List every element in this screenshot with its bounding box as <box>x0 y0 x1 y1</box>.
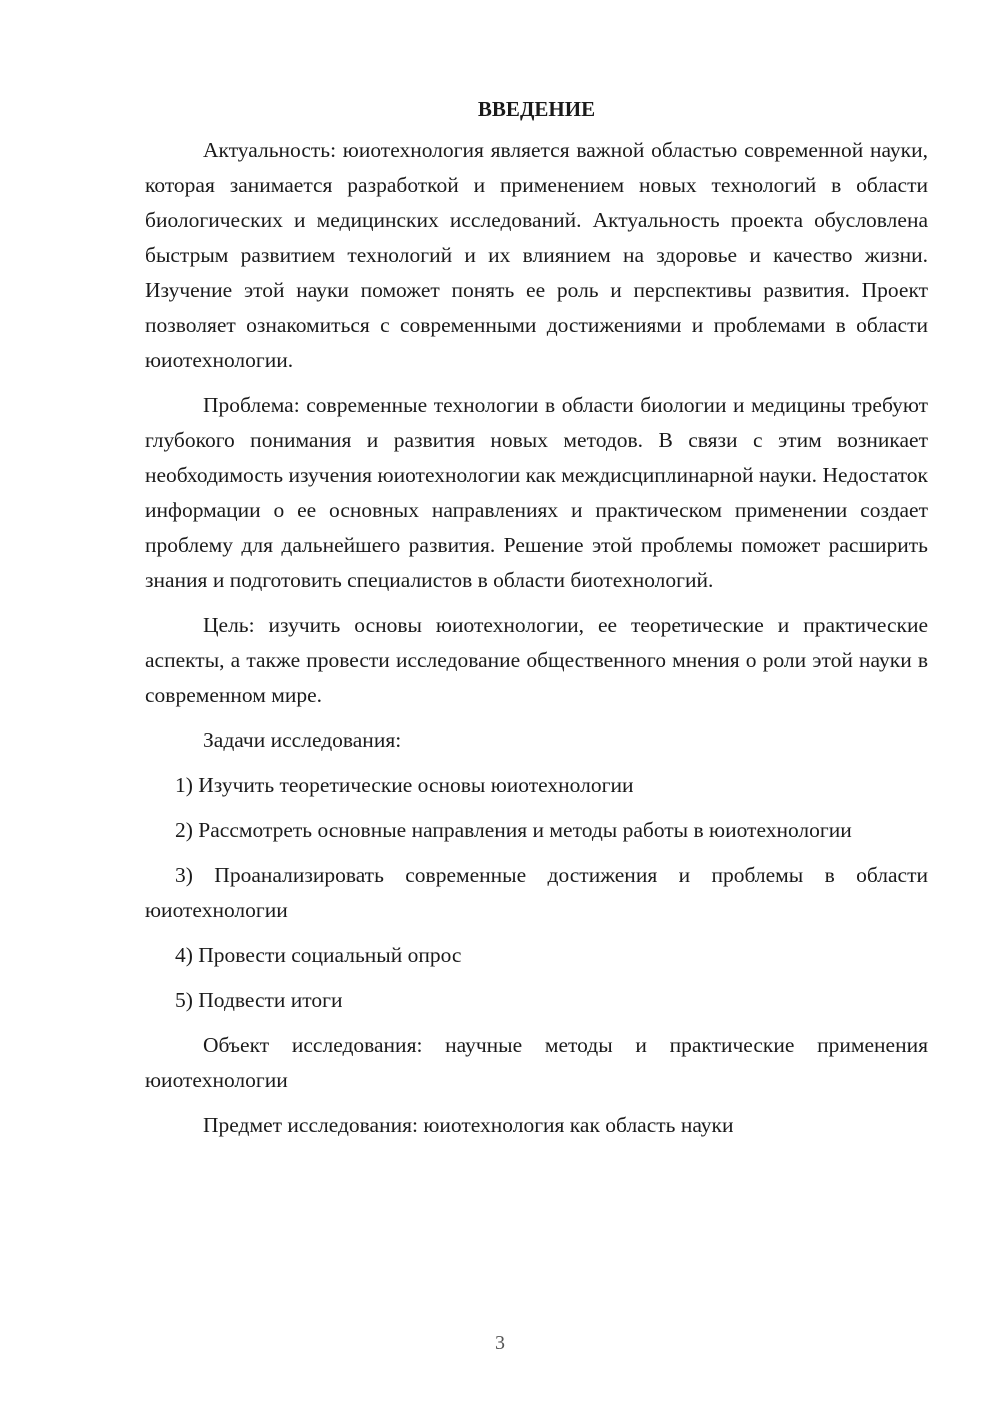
page-number: 3 <box>495 1332 505 1354</box>
tasks-heading: Задачи исследования: <box>203 728 402 752</box>
object-paragraph: Объект исследования: научные методы и практические применения юиотехнологии <box>145 1033 928 1092</box>
list-item: 3) Проанализировать современные достижения и проблемы в области юиотехнологии <box>145 863 928 922</box>
list-item: 5) Подвести итоги <box>175 988 343 1012</box>
tasks-list <box>145 768 928 1018</box>
page-title: ВВЕДЕНИЕ <box>477 97 596 121</box>
relevance-paragraph: Актуальность: юиотехнология является важной областью современной науки, которая занимается разработкой и применением новых технологий в области биологических и медицинских исследований. Актуальность проекта обусловлена быстрым развитием технологий и их влиянием на здоровье и качество жизни. Изучение этой науки поможет понять ее роль и перспективы развития. Проект позволяет ознакомиться с современными достижениями и проблемами в области юиотехнологии. <box>145 138 928 372</box>
list-item: 1) Изучить теоретические основы юиотехнологии <box>175 773 634 797</box>
problem-paragraph: Проблема: современные технологии в области биологии и медицины требуют глубокого понимания и развития новых методов. В связи с этим возникает необходимость изучения юиотехнологии как междисциплинарной науки. Недостаток информации о ее основных направлениях и практическом применении создает проблему для дальнейшего развития. Решение этой проблемы поможет расширить знания и подготовить специалистов в области биотехнологий. <box>145 393 928 592</box>
subject-paragraph: Предмет исследования: юиотехнология как область науки <box>203 1113 734 1137</box>
list-item: 2) Рассмотреть основные направления и методы работы в юиотехнологии <box>175 818 852 842</box>
document-page <box>145 92 928 1153</box>
goal-paragraph: Цель: изучить основы юиотехнологии, ее теоретические и практические аспекты, а также провести исследование общественного мнения о роли этой науки в современном мире. <box>145 613 928 707</box>
list-item: 4) Провести социальный опрос <box>175 943 462 967</box>
